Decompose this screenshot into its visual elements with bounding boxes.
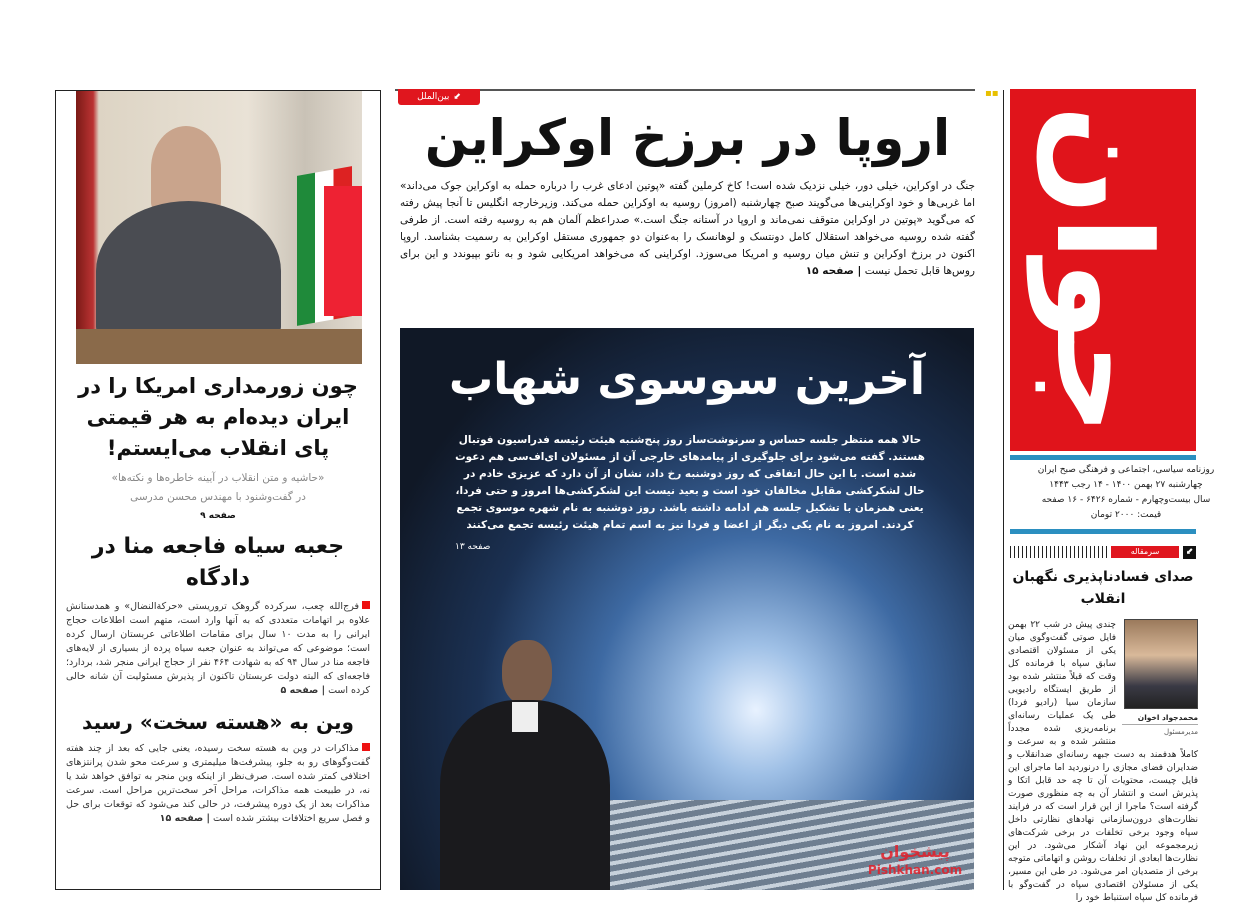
story3-body: مذاکرات در وین به هسته سخت رسیده، یعنی جایی که بعد از چند هفته گفت‌وگوهای رو به جلو، پیشرفت‌ها میلیمتری و سرعت محو شدن پرانتزهای اختلافی کمتر شده است. صرف‌نظر از اینکه وین منجر به توافق خواهد شد یا نه، در طبیعت همه مذاکرات، مراحل آخر سخت‌ترین مراحل است. سرعت مذاکرات بعد از یک دوره پیشرفت، در حالی کند می‌شود که توقعات برای حل و فصل سریع اختلافات بیشتر شده است | صفحه ۱۵ (66, 743, 370, 824)
blue-rule (1010, 455, 1196, 460)
editorial-body: چندی پیش در شب ۲۲ بهمن فایل صوتی گفت‌وگوی میان یکی از مسئولان اقتصادی سابق سپاه با فرمانده کل وقت که قبلاً منتشر شده بود از طریق ایستگاه رادیویی سازمان سیا (رادیو فردا) طی یک عملیات رسانه‌ای برنامه‌ریزی شده مجدداً منتشر شده و به سرعت و کاملاً هدفمند به دست جبهه رسانه‌ای (1008, 620, 1198, 760)
newspaper-logo: جوان (1027, 104, 1179, 436)
barcode-lines (1010, 546, 1107, 558)
photo-story-body: حالا همه منتظر جلسه حساس و سرنوشت‌ساز روز پنج‌شنبه هیئت رئیسه فدراسیون فوتبال هستند. گفته می‌شود برای جلوگیری از پیامدهای خارجی آن از مسئولان ای‌اف‌سی هم دعوت شده است. با این حال اتفاقی که روز دوشنبه رخ داد، نشان از آن دارد که عزیزی خادم در حال لشکرکشی مقابل مخالفان خود است و بعید نیست این لشکرکشی‌ها امروز و حتی فردا، یعنی همزمان با تشکیل جلسه هم ادامه داشته باشد. روز دوشنبه به نام شهره موسوی تجمع کردند. امروز به نام یکی دیگر از اعضا و فردا نیز به اسم تمام هیئت رئیسه تجمع می‌کنند (455, 434, 925, 531)
editorial-header (1010, 545, 1196, 559)
editorial-title[interactable]: صدای فسادناپذیری نگهبان انقلاب (1012, 569, 1194, 607)
editorial (1008, 619, 1198, 905)
story1-subtitle2: در گفت‌وشنود با مهندس محسن مدرسی (130, 491, 306, 503)
left-column (55, 90, 381, 890)
main-headline[interactable]: اروپا در برزخ اوکراین (424, 109, 951, 167)
photo-headline[interactable]: آخرین سوسوی شهاب (448, 354, 925, 405)
arrow-icon: ⬋ (453, 92, 461, 102)
story1-headline[interactable]: چون زورمداری امریکا را در ایران دیده‌ام به هر قیمتی پای انقلاب می‌ایستم! (78, 374, 358, 460)
story3-headline[interactable]: وین به «هسته سخت» رسید (82, 710, 354, 734)
editorial-tag: سرمقاله (1111, 546, 1179, 558)
author-name: محمدجواد اخوان (1137, 713, 1198, 722)
red-flag (324, 186, 362, 316)
main-story-body: جنگ در اوکراین، خیلی دور، خیلی نزدیک شده است! کاخ کرملین گفته «پوتین ادعای غرب را درباره حمله به اوکراین جوک می‌داند» اما غربی‌ها و خود اوکراینی‌ها می‌گویند صبح چهارشنبه (امروز) روسیه به اوکراین حمله می‌کند. وزیرخارجه انگلیس تا آنجا پیش رفته که می‌گوید «پوتین در اوکراین متوقف نمی‌ماند و اروپا در آستانه جنگ است.» صدراعظم آلمان هم به روسیه رفته است. از طرفی گفته شده روسیه می‌خواهد استقلال کامل دونتسک و لوهانسک را به‌عنوان دو جمهوری مستقل اوکراین به رسمیت بشناسد. اروپا اکنون در برزخ اوکراین و تنش میان روسیه و امریکا می‌سوزد. اوکراینی که می‌خواهد امریکایی شود و به ناتو بپیوندد و این برای روس‌ها قابل تحمل نیست | صفحه ۱۵ (400, 180, 975, 277)
photo-story-page: صفحه ۱۳ (455, 542, 491, 552)
interview-photo (76, 91, 362, 364)
story1-page: صفحه ۹ (200, 511, 236, 521)
photo-story (455, 432, 925, 552)
left-stories (66, 371, 370, 826)
bullet-square-icon (362, 601, 370, 609)
decorative-dots-icon: ▪▪ (985, 88, 999, 99)
editorial-body-continued: ضدانقلاب و ضدایران فضای مجازی را درنوردید اما ماجرای این فایل چیست، محتویات آن تا چه حد قابل اتکا و پذیرش است و انتشار آن به چه منظوری صورت گرفته است؟ ماجرا از این قرار است که در فرایند نظارت‌های درون‌سازمانی نهادهای نظارتی داخل سپاه وجود برخی تخلفات در برخی شرکت‌های زیرمجموعه این نهاد آشکار می‌شود. در این نظارت‌ها ابعادی از تخلفات روشن و اتهاماتی متوجه برخی از متصدیان امر می‌شود. در طی این مسیر، یکی از مسئولان اقتصادی سپاه در گفت‌وگو با فرمانده کل سپاه استنباط خود را (1008, 750, 1198, 903)
story1-subtitle: «حاشیه و متن انقلاب در آیینه خاطره‌ها و نکته‌ها» (111, 472, 325, 484)
story2-headline[interactable]: جعبه سیاه فاجعه منا در دادگاه (91, 534, 345, 591)
story2-body: فرج‌الله چعب، سرکرده گروهک تروریستی «حرکة‌النضال» و همدستانش علاوه بر اتهامات متعددی که به آنها وارد است، متهم است اطلاعات حجاج ایرانی را به مدت ۱۰ سال برای مقامات اطلاعاتی عربستان ارسال کرده است؛ موضوعی که می‌تواند به عنوان جعبه سیاه پرده از بسیاری از لایه‌های فاجعه منا در سال ۹۴ که به شهادت ۴۶۴ نفر از حجاج ایرانی منجر شد، بردارد؛ فاجعه‌ای که البته دولت عربستان تاکنون از پذیرش مسئولیت آن شانه خالی کرده است | صفحه ۵ (66, 601, 370, 696)
man-silhouette (440, 640, 610, 890)
author-box (1122, 619, 1198, 738)
section-rule (395, 89, 975, 91)
section-tag: ⬋ بین‌الملل (398, 89, 480, 105)
bullet-square-icon (362, 743, 370, 751)
author-role: مدیرمسئول (1122, 724, 1198, 738)
arrow-icon: ⬋ (1183, 546, 1196, 559)
author-photo (1124, 619, 1198, 709)
feature-photo (400, 328, 974, 890)
watermark: پیشخوان Pishkhan.com (867, 842, 963, 877)
blue-rule (1010, 529, 1196, 534)
masthead (1010, 89, 1196, 451)
publication-info: روزنامه سیاسی، اجتماعی و فرهنگی صبح ایران چهارشنبه ۲۷ بهمن ۱۴۰۰ - ۱۴ رجب ۱۴۴۳ سال بیست‌وچهارم - شماره ۶۴۲۶ - ۱۶ صفحه قیمت: ۲۰۰۰ تومان (1037, 465, 1215, 520)
column-divider (1003, 90, 1004, 890)
